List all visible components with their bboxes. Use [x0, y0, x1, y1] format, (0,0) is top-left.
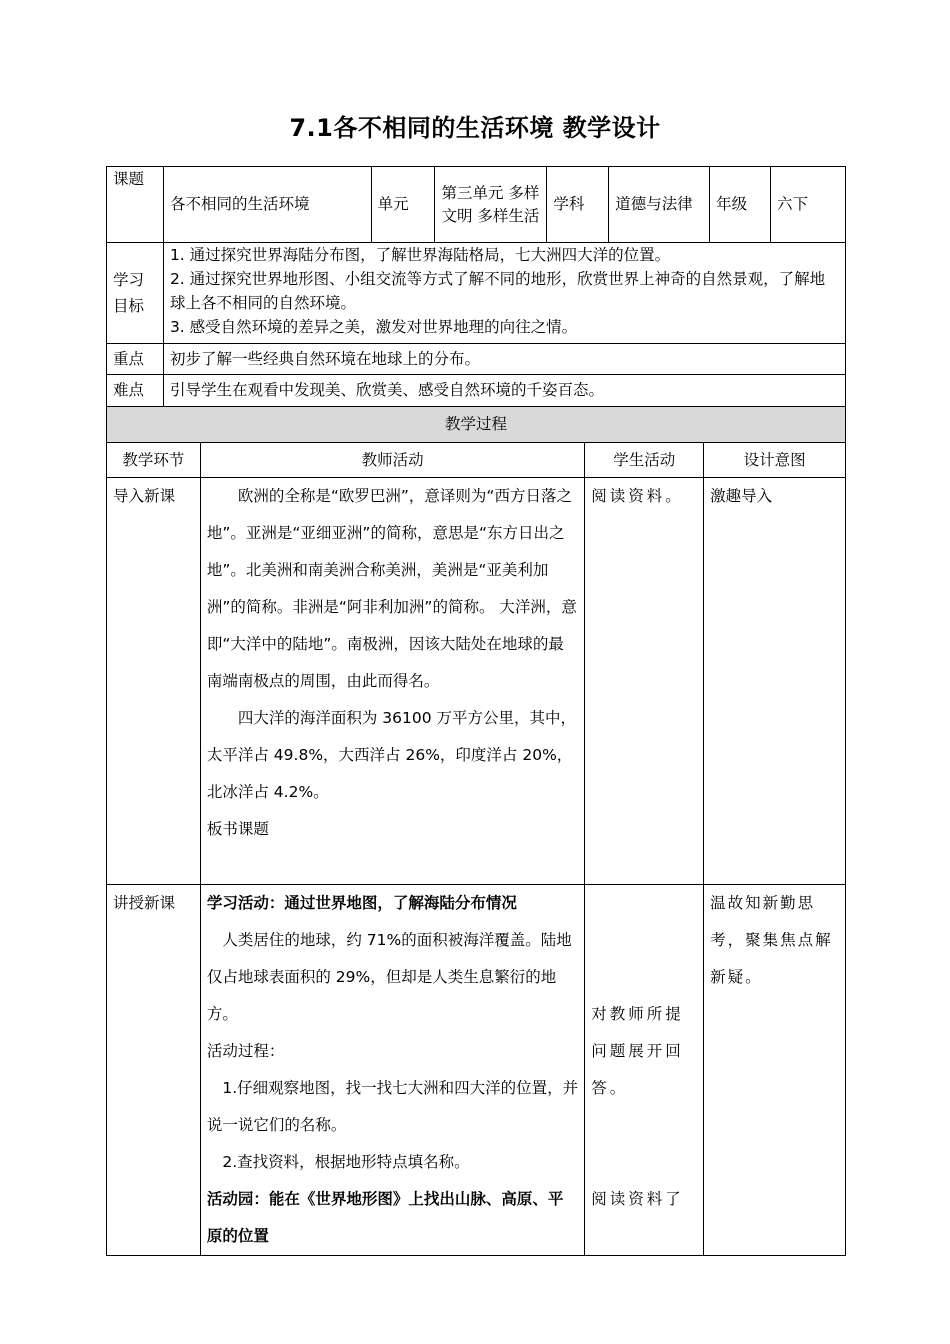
subject-value: 道德与法律: [609, 167, 710, 243]
design-intent-cell: 温故知新勤思考，聚集焦点解新疑。: [704, 885, 846, 1256]
goal-item: 1. 通过探究世界海陆分布图，了解世界海陆格局，七大洲四大洋的位置。: [169, 246, 671, 264]
step-item: 1.仔细观察地图，找一找七大洲和四大洋的位置，并说一说它们的名称。: [206, 1079, 579, 1134]
teacher-paragraph: 板书课题: [206, 820, 269, 838]
process-label: 活动过程：: [206, 1042, 285, 1060]
goals-label: 学习目标: [107, 243, 164, 344]
student-paragraph: 对教师所提问题展开回答。: [591, 1005, 684, 1097]
stage-cell: 讲授新课: [107, 885, 201, 1256]
process-table: [106, 406, 846, 1256]
teacher-activity-cell: [200, 478, 584, 885]
goals-cell: [163, 243, 845, 344]
column-header: 设计意图: [704, 443, 846, 478]
topic-label: 课题: [107, 167, 164, 243]
activity-title: 学习活动：通过世界地图，了解海陆分布情况: [206, 894, 517, 912]
page-title: 7.1各不相同的生活环境 教学设计: [289, 114, 661, 142]
key-label: 重点: [107, 344, 164, 375]
stage-cell: 导入新课: [107, 478, 201, 885]
teacher-activity-cell: [200, 885, 584, 1256]
process-header: 教学过程: [107, 407, 846, 443]
difficulty-label: 难点: [107, 375, 164, 407]
subject-label: 学科: [547, 167, 609, 243]
goal-item: 2. 通过探究世界地形图、小组交流等方式了解不同的地形，欣赏世界上神奇的自然景观，了解地球上各不相同的自然环境。: [169, 270, 826, 312]
info-table: [106, 166, 846, 407]
student-paragraph: 阅读资料了: [591, 1190, 684, 1208]
step-item: 2.查找资料，根据地形特点填名称。: [222, 1153, 470, 1171]
column-header: 教学环节: [107, 443, 201, 478]
teacher-paragraph: 欧洲的全称是“欧罗巴洲”，意译则为“西方日落之地”。亚洲是“亚细亚洲”的简称，意思是“东方日出之地”。北美洲和南美洲合称美洲，美洲是“亚美利加洲”的简称。非洲是“阿非利加洲”的简称。 大洋洲，意即“大洋中的陆地”。南极洲，因该大陆处在地球的最南端南极点的周围，由此而得名。: [206, 487, 577, 690]
student-activity-cell: 阅读资料。: [585, 478, 704, 885]
activity-title: 活动园：能在《世界地形图》上找出山脉、高原、平原的位置: [206, 1190, 564, 1245]
grade-label: 年级: [710, 167, 771, 243]
design-intent-cell: 激趣导入: [704, 478, 846, 885]
unit-value: 第三单元 多样文明 多样生活: [434, 167, 547, 243]
student-activity-cell: [585, 885, 704, 1256]
key-value: 初步了解一些经典自然环境在地球上的分布。: [163, 344, 845, 375]
goal-item: 3. 感受自然环境的差异之美，激发对世界地理的向往之情。: [169, 318, 578, 336]
column-header: 学生活动: [585, 443, 704, 478]
column-header: 教师活动: [200, 443, 584, 478]
topic-value: 各不相同的生活环境: [163, 167, 371, 243]
teacher-paragraph: 四大洋的海洋面积为 36100 万平方公里，其中，太平洋占 49.8%，大西洋占 26%，印度洋占 20%，北冰洋占 4.2%。: [206, 709, 577, 801]
difficulty-value: 引导学生在观看中发现美、欣赏美、感受自然环境的千姿百态。: [163, 375, 845, 407]
unit-label: 单元: [371, 167, 434, 243]
activity-text: 人类居住的地球，约 71%的面积被海洋覆盖。陆地仅占地球表面积的 29%，但却是人类生息繁衍的地方。: [206, 931, 572, 1023]
grade-value: 六下: [771, 167, 846, 243]
